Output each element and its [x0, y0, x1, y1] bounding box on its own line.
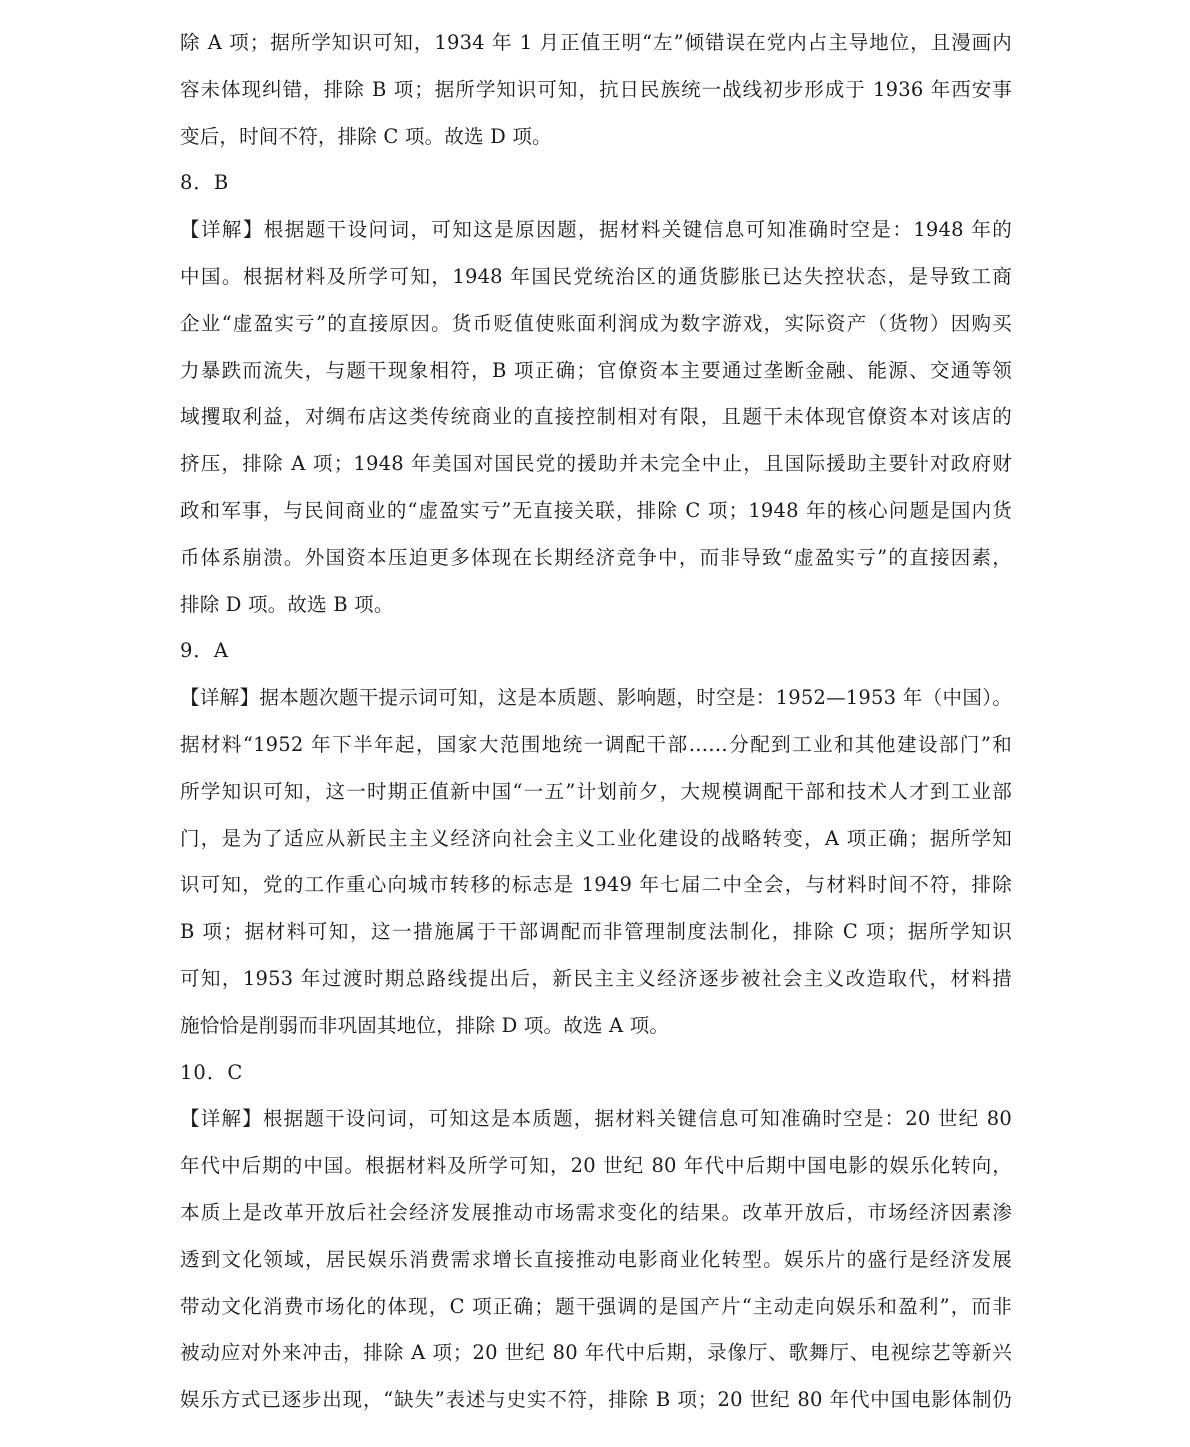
text-line: 娱乐方式已逐步出现，“缺失”表述与史实不符，排除 B 项；20 世纪 80 年代中国电影体制仍 [180, 1388, 1012, 1412]
text-line: 币体系崩溃。外国资本压迫更多体现在长期经济竞争中，而非导致“虚盈实亏”的直接因素， [180, 545, 1012, 569]
text-line: 中国。根据材料及所学可知，1948 年国民党统治区的通货膨胀已达失控状态，是导致工商 [180, 264, 1012, 288]
text-line: 域攫取利益，对绸布店这类传统商业的直接控制相对有限，且题干未体现官僚资本对该店的 [180, 405, 1012, 429]
text-line: 除 A 项；据所学知识可知，1934 年 1 月正值王明“左”倾错误在党内占主导地位，且漫画内 [180, 31, 1012, 54]
text-line: 变后，时间不符，排除 C 项。故选 D 项。 [180, 124, 552, 148]
text-line: 据材料“1952 年下半年起，国家大范围地统一调配干部……分配到工业和其他建设部门”和 [180, 732, 1012, 756]
text-line: 挤压，排除 A 项；1948 年美国对国民党的援助并未完全中止，且国际援助主要针对政府财 [180, 452, 1012, 476]
text-line: 本质上是改革开放后社会经济发展推动市场需求变化的结果。改革开放后，市场经济因素渗 [180, 1200, 1012, 1224]
text-line: B 项；据材料可知，这一措施属于干部调配而非管理制度法制化，排除 C 项；据所学知识 [180, 920, 1012, 944]
text-line: 企业“虚盈实亏”的直接原因。货币贬值使账面利润成为数字游戏，实际资产（货物）因购买 [180, 311, 1012, 335]
text-line: 施恰恰是削弱而非巩固其地位，排除 D 项。故选 A 项。 [180, 1013, 670, 1037]
text-line: 【详解】据本题次题干提示词可知，这是本质题、影响题，时空是：1952—1953 年（中国）。 [180, 686, 1012, 710]
text-line: 容未体现纠错，排除 B 项；据所学知识可知，抗日民族统一战线初步形成于 1936 年西安事 [180, 77, 1012, 101]
answer-heading-8: 8．B [180, 171, 230, 195]
text-line: 排除 D 项。故选 B 项。 [180, 592, 394, 616]
document-page [180, 20, 1012, 1424]
text-line: 年代中后期的中国。根据材料及所学可知，20 世纪 80 年代中后期中国电影的娱乐化转向， [180, 1154, 1012, 1178]
text-line: 带动文化消费市场化的体现，C 项正确；题干强调的是国产片“主动走向娱乐和盈利”，而非 [180, 1294, 1012, 1318]
text-line: 识可知，党的工作重心向城市转移的标志是 1949 年七届二中全会，与材料时间不符，排除 [180, 873, 1012, 897]
text-line: 政和军事，与民间商业的“虚盈实亏”无直接关联，排除 C 项；1948 年的核心问题是国内货 [180, 498, 1012, 522]
answer-heading-9: 9．A [180, 639, 229, 663]
text-line: 【详解】根据题干设问词，可知这是本质题，据材料关键信息可知准确时空是：20 世纪 80 [180, 1107, 1012, 1131]
text-line: 被动应对外来冲击，排除 A 项；20 世纪 80 年代中后期，录像厅、歌舞厅、电视综艺等新兴 [180, 1341, 1012, 1365]
text-line: 透到文化领域，居民娱乐消费需求增长直接推动电影商业化转型。娱乐片的盛行是经济发展 [180, 1247, 1012, 1271]
text-line: 【详解】根据题干设问词，可知这是原因题，据材料关键信息可知准确时空是：1948 年的 [180, 218, 1012, 242]
text-line: 可知，1953 年过渡时期总路线提出后，新民主主义经济逐步被社会主义改造取代，材料措 [180, 966, 1012, 990]
text-line: 所学知识可知，这一时期正值新中国“一五”计划前夕，大规模调配干部和技术人才到工业部 [180, 779, 1012, 803]
text-line: 力暴跌而流失，与题干现象相符，B 项正确；官僚资本主要通过垄断金融、能源、交通等领 [180, 358, 1012, 382]
answer-heading-10: 10．C [180, 1060, 244, 1084]
text-line: 门，是为了适应从新民主主义经济向社会主义工业化建设的战略转变，A 项正确；据所学知 [180, 826, 1012, 850]
